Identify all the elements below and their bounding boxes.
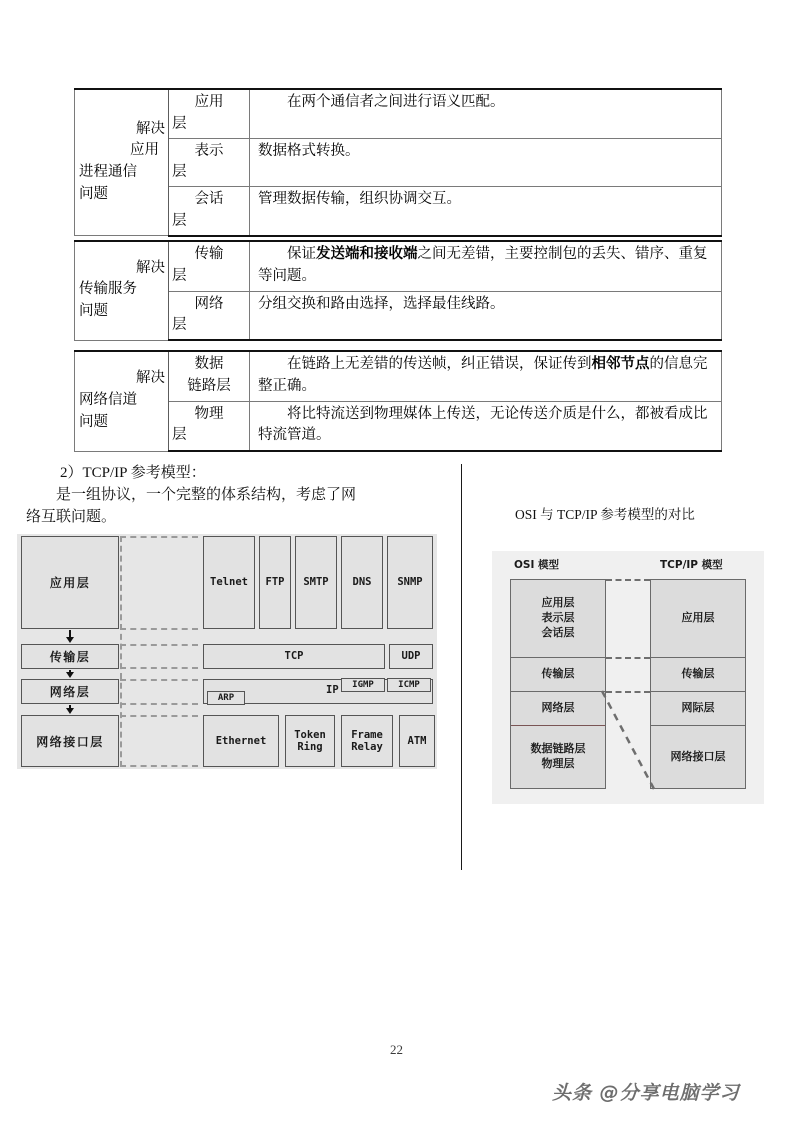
table-row: [75, 89, 722, 138]
protocol-label: UDP: [401, 650, 421, 663]
protocol-label: Relay: [351, 741, 383, 753]
description-text: 数据格式转换。: [258, 142, 360, 159]
protocol-label: Ethernet: [215, 734, 267, 747]
description-text: 在两个通信者之间进行语义匹配。: [287, 94, 505, 110]
table-cell-category: [75, 89, 169, 236]
protocol-box-smtp: [295, 536, 337, 629]
category-line: 问题: [79, 413, 108, 430]
layer-label: 网络接口层: [670, 749, 726, 763]
protocol-box-udp: [389, 644, 433, 669]
protocol-box-telnet: [203, 536, 255, 629]
tcpip-cell-application: [651, 580, 745, 658]
tcpip-cell-network-interface: [651, 726, 745, 788]
protocol-box-frame-relay: [341, 715, 393, 767]
osi-table-block-transport: [74, 240, 722, 341]
layer-label: 应用层: [49, 576, 91, 590]
layer-line: 网络: [194, 295, 224, 312]
emphasis-text: 发送端和接收端: [316, 246, 418, 262]
dashed-connector-top: [606, 579, 650, 581]
dashed-connector-transport: [606, 657, 650, 659]
description-text: 将比特流送到物理媒体上传送，无论传送介质是什么，都被看成比特流管道。: [258, 405, 708, 444]
osi-table: [74, 350, 722, 452]
vertical-divider: [461, 464, 462, 870]
osi-table-block-application: [74, 88, 722, 237]
layer-line: 层: [172, 115, 187, 132]
protocol-label: TCP: [284, 650, 304, 663]
protocol-label: Token: [294, 728, 326, 741]
protocol-label: DNS: [352, 576, 372, 589]
table-cell-layer: [169, 351, 250, 401]
dashed-separator: [120, 536, 122, 767]
table-cell-description: [250, 241, 722, 291]
down-arrow-icon: [66, 672, 74, 678]
protocol-box-snmp: [387, 536, 433, 629]
table-cell-layer: [169, 138, 250, 187]
protocol-box-ftp: [259, 536, 291, 629]
layer-line: 表示: [194, 142, 224, 159]
comparison-header-tcpip: TCP/IP 模型: [660, 559, 723, 571]
protocol-box-atm: [399, 715, 435, 767]
osi-table: [74, 240, 722, 341]
table-cell-description: [250, 351, 722, 401]
category-line: 问题: [79, 303, 108, 320]
osi-table-block-network: [74, 350, 722, 452]
layer-label: 网络接口层: [36, 734, 104, 749]
plain-text: 之间无差错，主要控制包的丢失、错序、重复等问题。: [258, 246, 708, 284]
layer-line: 应用: [194, 94, 224, 110]
layer-label: 会话层: [541, 625, 575, 639]
layer-line: 层: [172, 267, 187, 284]
emphasis-text: 相邻节点: [591, 356, 650, 372]
table-row: [75, 138, 722, 187]
down-arrow-icon: [66, 637, 74, 643]
table-row: [75, 241, 722, 291]
protocol-label: Telnet: [210, 576, 248, 589]
watermark: 头条 @分享电脑学习: [552, 1082, 740, 1104]
table-cell-description: [250, 89, 722, 138]
protocol-label: Frame: [351, 728, 383, 741]
table-cell-description: [250, 187, 722, 236]
layer-line: 会话: [194, 191, 224, 207]
plain-text: 在链路上无差错的传送帧，纠正错误，保证传到: [287, 356, 592, 372]
table-cell-description: [250, 138, 722, 187]
layer-label: 传输层: [681, 667, 715, 681]
osi-cell-application-presentation-session: [511, 580, 605, 658]
protocol-box-arp: [207, 691, 245, 705]
description-text: [258, 244, 715, 288]
osi-cell-datalink-physical: [511, 726, 605, 788]
body-line-1: 是一组协议，一个完整的体系结构，考虑了网: [56, 487, 357, 503]
layer-box-application: [21, 536, 119, 629]
category-line: 应用: [130, 142, 159, 159]
table-cell-layer: [169, 241, 250, 291]
table-row: [75, 291, 722, 340]
protocol-box-tcp: [203, 644, 385, 669]
protocol-label: FTP: [265, 576, 285, 589]
table-cell-description: [250, 291, 722, 340]
category-line: 进程通信: [79, 164, 137, 180]
layer-label: 传输层: [49, 650, 91, 664]
layer-line: 链路层: [187, 377, 231, 394]
tcpip-cell-internet: [651, 692, 745, 726]
osi-table: [74, 88, 722, 237]
osi-tcpip-comparison-diagram: [492, 551, 764, 804]
layer-label: 传输层: [541, 667, 575, 681]
protocol-box-igmp: [341, 678, 385, 692]
dashed-connector-diagonal: [602, 691, 658, 795]
dashed-guide: [120, 644, 198, 646]
tcpip-column: [650, 579, 746, 789]
layer-line: 层: [172, 164, 187, 181]
table-row: [75, 401, 722, 451]
layer-label: 应用层: [681, 611, 715, 625]
layer-label: 表示层: [541, 611, 575, 625]
category-line: 问题: [79, 185, 108, 202]
osi-cell-transport: [511, 658, 605, 692]
dashed-guide: [120, 536, 198, 538]
layer-box-network: [21, 679, 119, 704]
plain-text: 保证: [287, 246, 316, 262]
layer-label: 应用层: [541, 596, 575, 610]
protocol-label: ATM: [407, 734, 427, 747]
comparison-header-osi: OSI 模型: [514, 559, 560, 571]
dashed-guide: [120, 667, 198, 669]
protocol-box-ethernet: [203, 715, 279, 767]
protocol-label: Ring: [297, 741, 323, 753]
table-cell-layer: [169, 187, 250, 236]
category-line: 网络信道: [79, 391, 137, 408]
osi-cell-network: [511, 692, 605, 726]
protocol-box-token-ring: [285, 715, 335, 767]
dashed-guide: [120, 628, 198, 630]
layer-box-network-interface: [21, 715, 119, 767]
dashed-guide: [120, 679, 198, 681]
protocol-label: SMTP: [303, 576, 329, 589]
tcpip-stack-diagram: [17, 534, 437, 769]
layer-label: 网际层: [681, 701, 715, 715]
layer-line: 层: [172, 317, 187, 334]
layer-label: 物理层: [541, 757, 575, 770]
down-arrow-icon: [66, 708, 74, 714]
table-cell-category: [75, 241, 169, 340]
comparison-title: OSI 与 TCP/IP 参考模型的对比: [515, 507, 695, 522]
protocol-label: IP: [326, 684, 339, 696]
osi-column: [510, 579, 606, 789]
protocol-label: IGMP: [352, 679, 374, 690]
layer-line: 层: [172, 212, 187, 229]
protocol-label: ICMP: [398, 679, 420, 690]
layer-label: 数据链路层: [530, 742, 586, 756]
table-row: [75, 351, 722, 401]
layer-line: 层: [172, 427, 187, 444]
layer-line: 传输: [194, 246, 224, 262]
layer-line: 数据: [194, 356, 224, 372]
table-cell-description: [250, 401, 722, 451]
protocol-label: ARP: [217, 692, 235, 703]
category-line: 传输服务: [79, 281, 137, 298]
category-line: 解决: [136, 120, 165, 137]
table-cell-category: [75, 351, 169, 451]
description-text: 分组交换和路由选择，选择最佳线路。: [258, 295, 505, 312]
layer-label: 网络层: [541, 701, 575, 715]
layer-box-transport: [21, 644, 119, 669]
protocol-label: SNMP: [397, 576, 423, 589]
body-line-2: 络互联问题。: [26, 509, 117, 525]
table-cell-layer: [169, 401, 250, 451]
section-heading: 2）TCP/IP 参考模型：: [60, 465, 206, 481]
page-number: 22: [390, 1042, 403, 1057]
layer-label: 网络层: [49, 685, 91, 699]
tcpip-cell-transport: [651, 658, 745, 692]
description-text: [258, 354, 715, 398]
category-line: 解决: [136, 370, 165, 387]
protocol-box-dns: [341, 536, 383, 629]
category-line: 解决: [136, 259, 165, 276]
layer-line: 物理: [194, 405, 224, 422]
table-cell-layer: [169, 291, 250, 340]
protocol-box-icmp: [387, 678, 431, 692]
dashed-guide: [120, 703, 198, 705]
dashed-guide: [120, 765, 198, 767]
table-row: [75, 187, 722, 236]
plain-text: 的信息完整正确。: [258, 356, 708, 394]
table-cell-layer: [169, 89, 250, 138]
description-text: 管理数据传输，组织协调交互。: [258, 191, 461, 207]
dashed-guide: [120, 715, 198, 717]
